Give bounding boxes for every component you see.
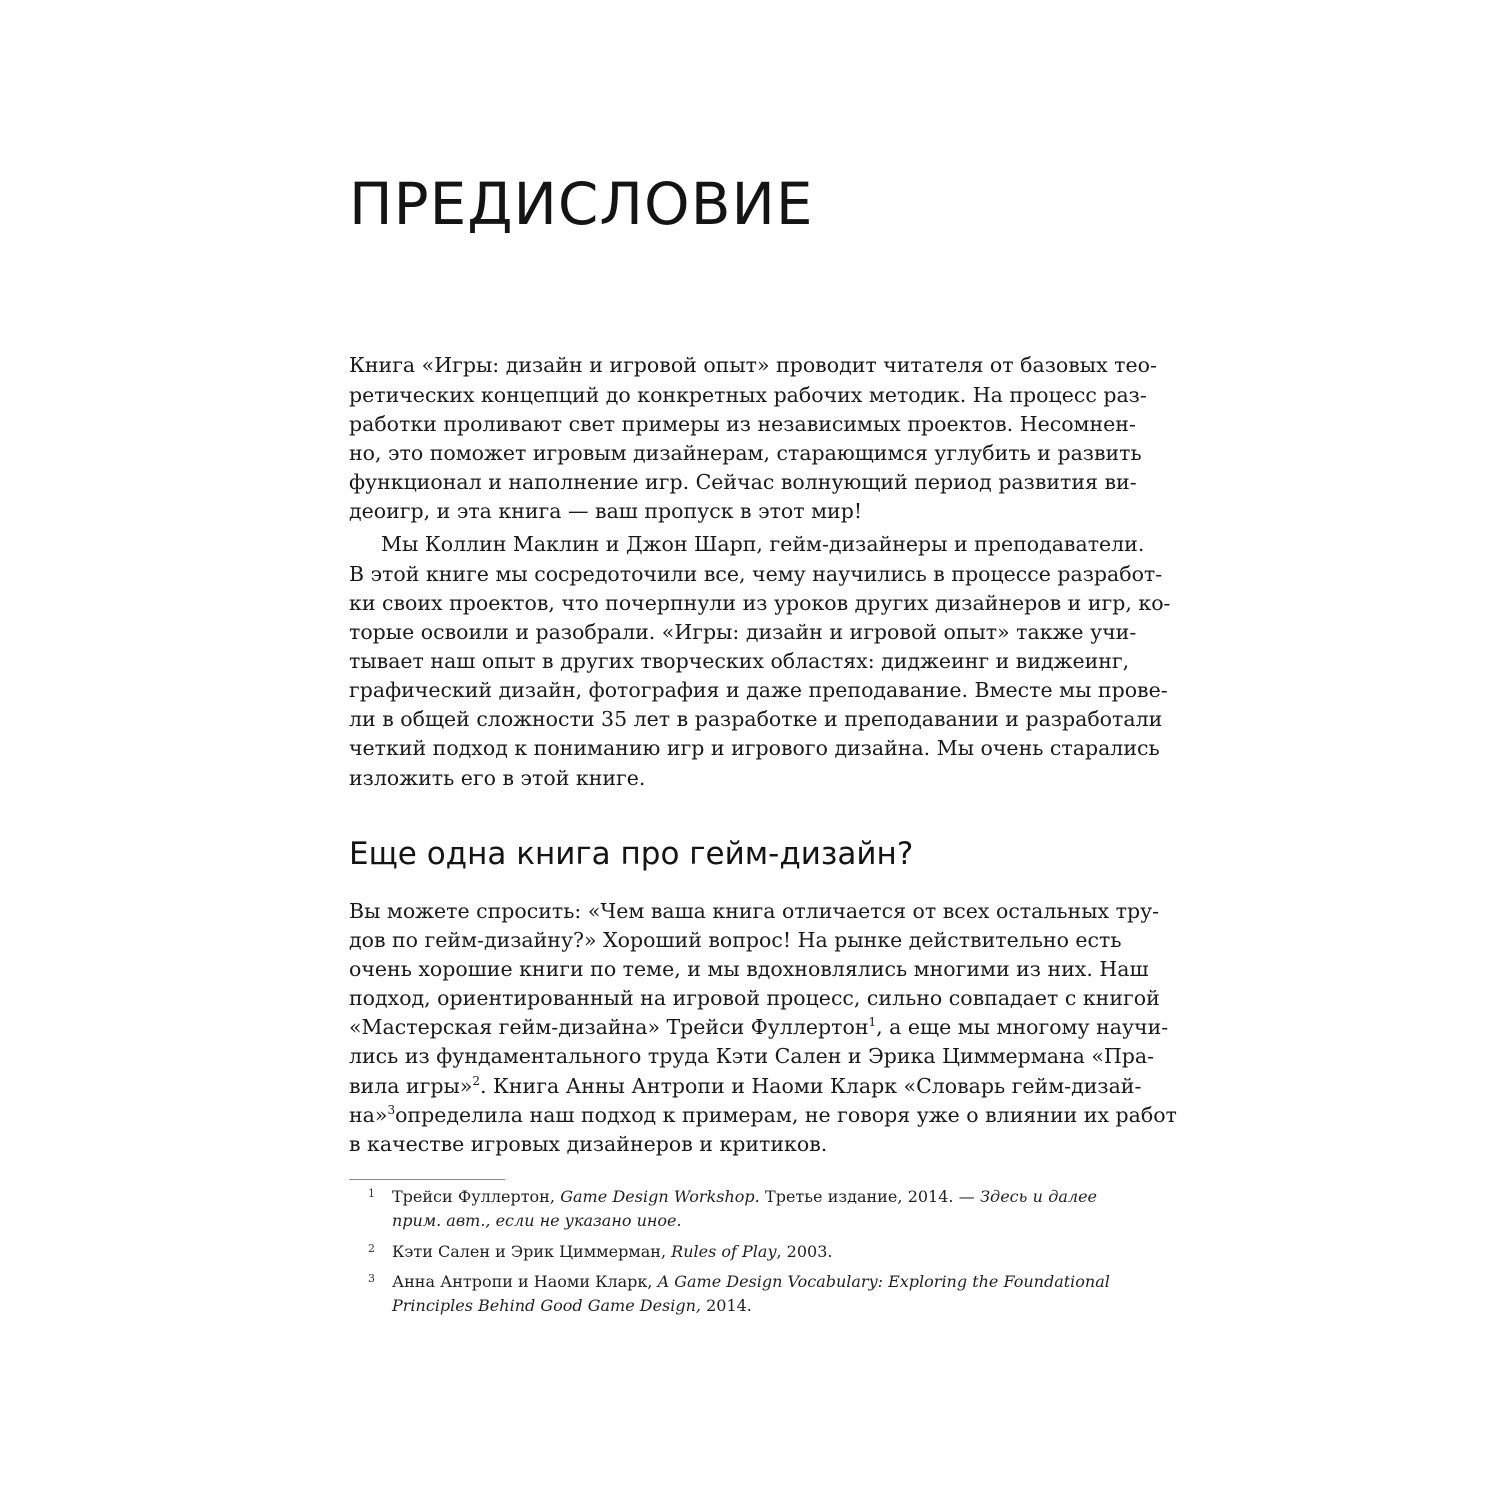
footnote-title: A Game Design Vocabulary: Exploring the Foundational: [657, 1272, 1110, 1291]
text-line: торые освоили и разобрали. «Игры: дизайн и игровой опыт» также учи-: [349, 620, 1137, 644]
footnote-author: Трейси Фуллертон,: [392, 1187, 561, 1206]
text-line: в качестве игровых дизайнеров и критиков.: [349, 1132, 828, 1156]
text-line: тывает наш опыт в других творческих областях: диджеинг и виджеинг,: [349, 649, 1130, 673]
footnote-ref-2[interactable]: 2: [472, 1074, 480, 1089]
footnote-divider: [349, 1179, 505, 1180]
text-line: Вы можете спросить: «Чем ваша книга отличается от всех остальных тру-: [349, 899, 1160, 923]
footnote-ref-1[interactable]: 1: [868, 1015, 877, 1030]
footnote-title: Game Design Workshop.: [560, 1187, 760, 1206]
text-line: ли в общей сложности 35 лет в разработке и преподавании и разработали: [349, 707, 1163, 731]
text-line: Книга «Игры: дизайн и игровой опыт» проводит читателя от базовых тео-: [349, 353, 1157, 377]
footnote-details: 2014.: [701, 1296, 752, 1315]
footnote-title: Rules of Play: [671, 1242, 777, 1261]
text-line: [349, 1102, 1177, 1128]
footnote-author: Кэти Сален и Эрик Циммерман,: [392, 1242, 672, 1261]
text-line: подход, ориентированный на игровой процесс, сильно совпадает с книгой: [349, 986, 1160, 1010]
text-line: ки своих проектов, что почерпнули из уроков других дизайнеров и игр, ко-: [349, 591, 1171, 615]
text-line: работки проливают свет примеры из независимых проектов. Несомнен-: [349, 412, 1136, 436]
text-line: [349, 1073, 1142, 1099]
footnote-details: , 2003.: [776, 1242, 833, 1261]
text-line: графический дизайн, фотография и даже преподавание. Вместе мы прове-: [349, 678, 1168, 702]
footnote-line: [392, 1186, 1097, 1208]
text-span: на»: [349, 1103, 388, 1127]
footnote-ref-3[interactable]: 3: [387, 1103, 396, 1118]
section-heading: Еще одна книга про гейм-дизайн?: [349, 836, 914, 872]
footnote-line: [392, 1295, 1097, 1317]
footnote-number: 3: [368, 1272, 375, 1285]
footnote-number: 2: [368, 1242, 375, 1255]
footnote-title: Principles Behind Good Game Design,: [392, 1296, 701, 1315]
footnote-note: Здесь и далее: [980, 1187, 1098, 1206]
footnote-number: 1: [368, 1187, 375, 1200]
chapter-title: ПРЕДИСЛОВИЕ: [349, 170, 814, 238]
text-line: лись из фундаментального труда Кэти Сален и Эрика Циммермана «Пра-: [349, 1044, 1155, 1068]
text-line: дов по гейм-дизайну?» Хороший вопрос! На рынке действительно есть: [349, 928, 1122, 952]
footnote-line: [392, 1241, 1097, 1263]
text-span: . Книга Анны Антропи и Наоми Кларк «Словарь гейм-дизай-: [480, 1074, 1142, 1098]
text-line: четкий подход к пониманию игр и игрового дизайна. Мы очень старались: [349, 736, 1160, 760]
footnote-author: Анна Антропи и Наоми Кларк,: [392, 1272, 658, 1291]
text-line: деоигр, и эта книга — ваш пропуск в этот мир!: [349, 499, 863, 523]
text-line: но, это поможет игровым дизайнерам, старающимся углубить и развить: [349, 441, 1142, 465]
text-line: [349, 1014, 1169, 1040]
text-line: функционал и наполнение игр. Сейчас волнующий период развития ви-: [349, 470, 1137, 494]
text-line: очень хорошие книги по теме, и мы вдохновлялись многими из них. Наш: [349, 957, 1149, 981]
footnote-line: прим. авт., если не указано иное.: [392, 1211, 682, 1230]
text-span: определила наш подход к примерам, не говоря уже о влиянии их работ: [395, 1103, 1177, 1127]
footnote-line: [392, 1271, 1110, 1293]
text-span: , а еще мы многому научи-: [876, 1015, 1169, 1039]
text-span: «Мастерская гейм-дизайна» Трейси Фуллертон: [349, 1015, 869, 1039]
text-line: изложить его в этой книге.: [349, 766, 646, 790]
footnote-details: Третье издание, 2014. —: [759, 1187, 981, 1206]
text-line: Мы Коллин Маклин и Джон Шарп, гейм-дизайнеры и преподаватели.: [381, 532, 1145, 556]
text-line: ретических концепций до конкретных рабочих методик. На процесс раз-: [349, 383, 1147, 407]
text-line: В этой книге мы сосредоточили все, чему научились в процессе разработ-: [349, 562, 1163, 586]
text-span: вила игры»: [349, 1074, 473, 1098]
